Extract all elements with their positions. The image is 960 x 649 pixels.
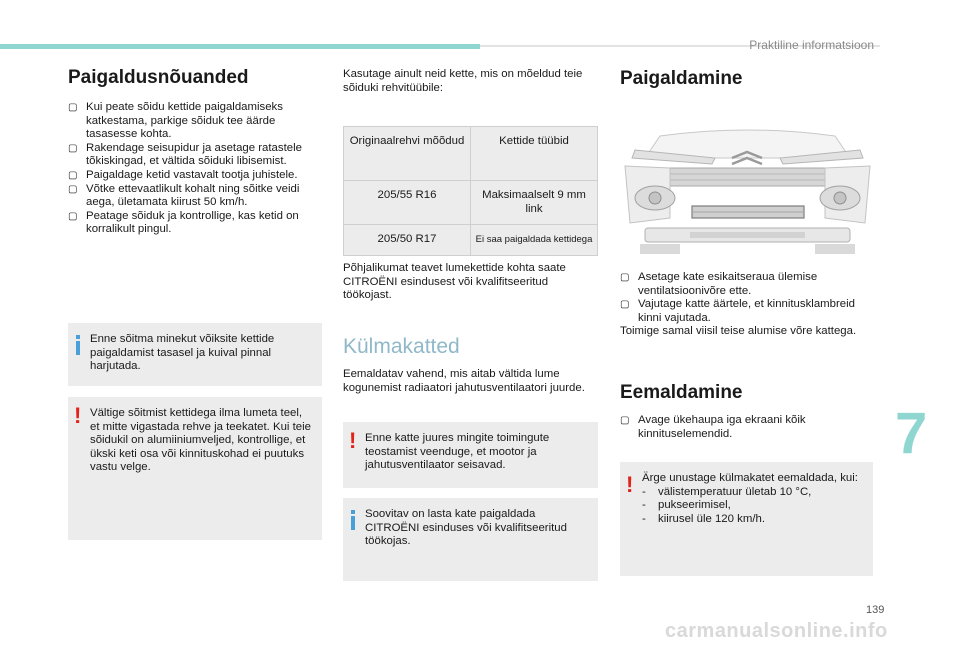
title-snow-covers: Külmakatted bbox=[343, 335, 460, 358]
list-item: ▢ Paigaldage ketid vastavalt tootja juhistele. bbox=[68, 168, 298, 181]
info-text: Enne sõitma minekut võiksite kettide paigaldamist tasasel ja kuival pinnal harjutada. bbox=[90, 333, 275, 373]
table-row bbox=[344, 181, 598, 225]
title-install: Paigaldamine bbox=[620, 68, 743, 89]
chapter-number: 7 bbox=[895, 401, 928, 466]
checkbox-square-icon: ▢ bbox=[620, 415, 630, 426]
exclamation-icon: ! bbox=[349, 428, 357, 453]
snow-cover-description: Eemaldatav vahend, mis aitab vältida lume kogunemist radiaatori jahutusventilaatori juurde. bbox=[343, 368, 585, 394]
list-item: ▢ Avage ükehaupa iga ekraani kõik kinnituselemendid. bbox=[620, 414, 806, 440]
table-cell: 205/55 R16 bbox=[344, 181, 471, 225]
table-cell: 205/50 R17 bbox=[344, 225, 471, 256]
header-accent-bar bbox=[0, 44, 480, 49]
info-box-practice bbox=[68, 323, 322, 386]
page-number: 139 bbox=[866, 604, 885, 616]
warning-text: Vältige sõitmist kettidega ilma lumeta teel, et mitte vigastada rehve ja teekatet. Kui teie sõidukil on alumiiniumveljed, kontrollige, et ükski keti osa või kinnituskohad ei puutuks vastu velge. bbox=[90, 407, 311, 474]
list-item: ▢ Asetage kate esikaitseraua ülemise ventilatsioonivõre ette. bbox=[620, 271, 818, 297]
table-header: Originaalrehvi mõõdud bbox=[344, 127, 471, 181]
list-item: - kiirusel üle 120 km/h. bbox=[642, 512, 765, 525]
tire-chain-table bbox=[343, 126, 598, 256]
warning-text bbox=[642, 472, 863, 526]
tires-intro: Kasutage ainult neid kette, mis on mõeldud teie sõiduki rehvitüübile: bbox=[343, 68, 583, 94]
warning-list bbox=[642, 486, 863, 527]
checkbox-square-icon: ▢ bbox=[68, 183, 78, 195]
car-front-illustration bbox=[620, 128, 875, 258]
checkbox-square-icon: ▢ bbox=[620, 272, 630, 283]
install-note: Toimige samal viisil teise alumise võre kattega. bbox=[620, 325, 857, 337]
title-installation-tips: Paigaldusnõuanded bbox=[68, 67, 249, 88]
info-icon bbox=[76, 335, 80, 355]
checkbox-square-icon: ▢ bbox=[68, 169, 78, 181]
info-box-dealer bbox=[343, 498, 598, 581]
list-item: ▢ Peatage sõiduk ja kontrollige, kas ketid on korralikult pingul. bbox=[68, 209, 299, 236]
warning-box-remove bbox=[620, 462, 873, 576]
exclamation-icon: ! bbox=[626, 472, 634, 497]
table-header-row bbox=[344, 127, 598, 181]
list-item: ▢ Vajutage katte äärtele, et kinnitusklambreid kinni vajutada. bbox=[620, 298, 855, 324]
section-header: Praktiline informatsioon bbox=[749, 38, 874, 52]
list-item: - pukseerimisel, bbox=[642, 499, 731, 512]
install-list bbox=[620, 271, 880, 325]
title-remove: Eemaldamine bbox=[620, 382, 743, 403]
checkbox-square-icon: ▢ bbox=[68, 102, 78, 113]
info-icon bbox=[351, 510, 355, 530]
warning-intro: Ärge unustage külmakatet eemaldada, kui: bbox=[642, 472, 858, 484]
list-item: ▢ Võtke ettevaatlikult kohalt ning sõitke veidi aega, ületamata kiirust 50 km/h. bbox=[68, 182, 300, 209]
watermark: carmanualsonline.info bbox=[665, 620, 888, 642]
exclamation-icon: ! bbox=[74, 403, 82, 428]
info-text: Soovitav on lasta kate paigaldada CITROËNI esinduses või kvalifitseeritud töökojas. bbox=[365, 508, 567, 548]
list-item: - välistemperatuur ületab 10 °C, bbox=[642, 485, 812, 498]
checkbox-square-icon: ▢ bbox=[620, 299, 630, 311]
warning-box-no-snow bbox=[68, 397, 322, 540]
table-row bbox=[344, 225, 598, 256]
table-header: Kettide tüübid bbox=[471, 127, 598, 181]
more-info-text: Põhjalikumat teavet lumekettide kohta saate CITROËNI esindusest või kvalifitseeritud töökojast. bbox=[343, 262, 566, 302]
remove-list bbox=[620, 414, 880, 441]
table-cell: Maksimaalselt 9 mm link bbox=[471, 181, 598, 225]
table-cell: Ei saa paigaldada kettidega bbox=[471, 225, 598, 256]
warning-text: Enne katte juures mingite toimingute teostamist veenduge, et mootor ja jahutusventilaator seisavad. bbox=[365, 432, 550, 472]
list-item: ▢ Rakendage seisupidur ja asetage ratastele tõkiskingad, et vältida sõiduki libisemist. bbox=[68, 141, 302, 168]
list-item: ▢ Kui peate sõidu kettide paigaldamiseks katkestama, parkige sõiduk tee äärde tasasesse kohta. bbox=[68, 101, 283, 141]
warning-box-engine bbox=[343, 422, 598, 488]
tips-list bbox=[68, 101, 326, 237]
checkbox-square-icon: ▢ bbox=[68, 142, 78, 154]
checkbox-square-icon: ▢ bbox=[68, 210, 78, 222]
